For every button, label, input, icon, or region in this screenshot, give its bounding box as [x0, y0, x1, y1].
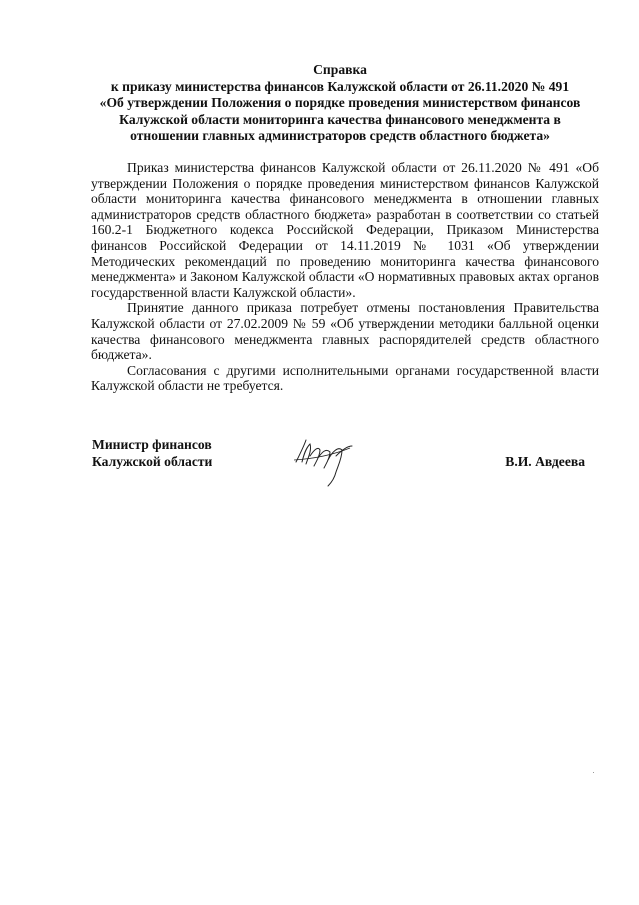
signer-position: [92, 437, 212, 470]
signer-position-line2: Калужской области: [92, 453, 213, 469]
header-line-order-name-2: Калужской области мониторинга качества финансового менеджмента в: [119, 111, 561, 127]
header-line-order-name-1: «Об утверждении Положения о порядке проведения министерством финансов: [99, 95, 581, 110]
body-paragraph: Принятие данного приказа потребует отмены постановления Правительства Калужской области от 27.02.2009 № 59 «Об утверждении методики балльной оценки качества финансового менеджмента главных распорядителей средств областного бюджета».: [91, 300, 599, 363]
signer-name: В.И. Авдеева: [505, 454, 585, 469]
body-paragraph: Приказ министерства финансов Калужской области от 26.11.2020 № 491 «Об утверждении Положения о порядке проведения министерством финансов Калужской области мониторинга качества финансового менеджмента в отношении главных администраторов средств областного бюджета» разработан в соответствии со статьей 160.2-1 Бюджетного кодекса Российской Федерации, Приказом Министерства финансов Российской Федерации от 14.11.2019 № 1031 «Об утверждении Методических рекомендаций по проведению мониторинга качества финансового менеджмента» и Законом Калужской области «О нормативных правовых актах органов государственной власти Калужской области».: [91, 160, 599, 300]
document-header: [70, 62, 610, 145]
body-paragraph: Согласования с другими исполнительными органами государственной власти Калужской области не требуется.: [91, 362, 599, 394]
header-line-order-name-3: отношении главных администраторов средств областного бюджета»: [130, 128, 550, 143]
handwritten-signature: [290, 432, 370, 492]
scan-speck: [593, 772, 594, 773]
document-title: Справка: [313, 62, 367, 77]
signer-position-line1: Министр финансов: [92, 437, 212, 452]
header-line-order-reference: к приказу министерства финансов Калужской области от 26.11.2020 № 491: [110, 78, 570, 94]
document-body: [91, 160, 599, 394]
